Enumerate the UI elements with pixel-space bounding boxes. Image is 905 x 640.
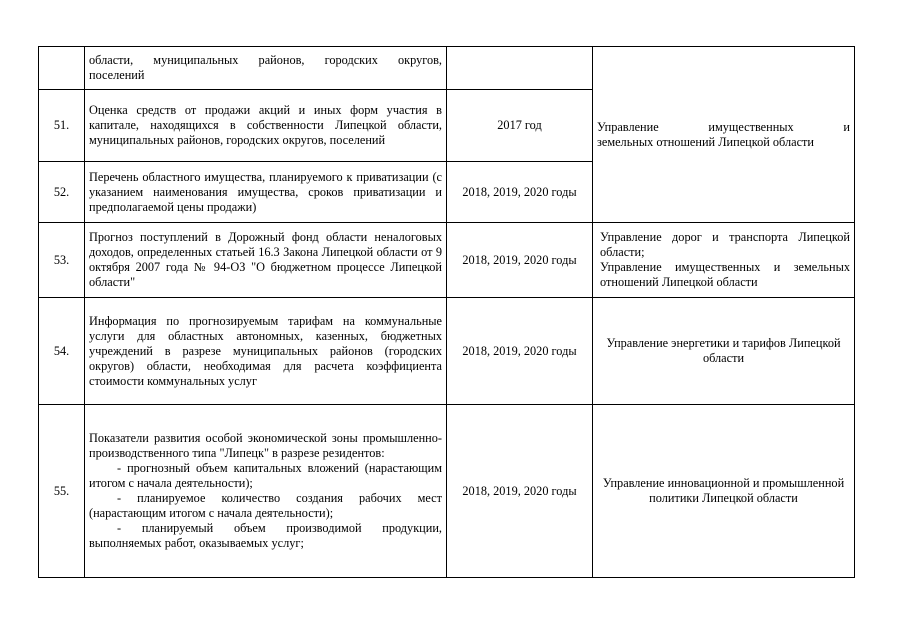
row-term: 2018, 2019, 2020 годы [447,223,593,298]
row-term: 2018, 2019, 2020 годы [447,162,593,223]
row-description: Перечень областного имущества, планируемого к приватизации (с указанием наименования имущества, сроков приватизации и предполагаемой цены продажи) [85,162,447,223]
row-number: 51. [39,90,85,162]
list-item: - планируемый объем производимой продукции, выполняемых работ, оказываемых услуг; [89,521,442,550]
table-row [39,47,855,90]
row-term: 2017 год [447,90,593,162]
row-term: 2018, 2019, 2020 годы [447,298,593,405]
row-responsible: Управление имущественных и земельных отношений Липецкой области [593,47,855,223]
row-number [39,47,85,90]
row-description: Показатели развития особой экономической зоны промышленно-производственного типа "Липецк" в разрезе резидентов: - прогнозный объем капитальных вложений (нарастающим итогом с начала деятельности); - планируемое количество создания рабочих мест (нарастающим итогом с начала деятельности); - планируемый объем производимой продукции, выполняемых работ, оказываемых услуг; [85,405,447,578]
row-responsible: Управление дорог и транспорта Липецкой области; Управление имущественных и земельных отношений Липецкой области [593,223,855,298]
row-description: Информация по прогнозируемым тарифам на коммунальные услуги для областных автономных, казенных, бюджетных учреждений в разрезе муниципальных районов (городских округов) области, необходимая для расчета коэффициента стоимости коммунальных услуг [85,298,447,405]
row-number: 52. [39,162,85,223]
row-description: Оценка средств от продажи акций и иных форм участия в капитале, находящихся в собственности Липецкой области, муниципальных районов, городских округов, поселений [85,90,447,162]
row-number: 53. [39,223,85,298]
table-row [39,298,855,405]
row-responsible: Управление инновационной и промышленной политики Липецкой области [593,405,855,578]
row-term [447,47,593,90]
row-number: 54. [39,298,85,405]
list-item: - планируемое количество создания рабочих мест (нарастающим итогом с начала деятельности); [89,491,442,520]
table-row [39,223,855,298]
row-term: 2018, 2019, 2020 годы [447,405,593,578]
table-row [39,405,855,578]
row-description: области, муниципальных районов, городских округов, поселений [85,47,447,90]
row-number: 55. [39,405,85,578]
row-description: Прогноз поступлений в Дорожный фонд области неналоговых доходов, определенных статьей 16.3 Закона Липецкой области от 9 октября 2007 года № 94-ОЗ "О бюджетном процессе Липецкой области" [85,223,447,298]
row-responsible: Управление энергетики и тарифов Липецкой области [593,298,855,405]
list-item: - прогнозный объем капитальных вложений (нарастающим итогом с начала деятельности); [89,461,442,490]
responsibility-table [38,46,855,578]
